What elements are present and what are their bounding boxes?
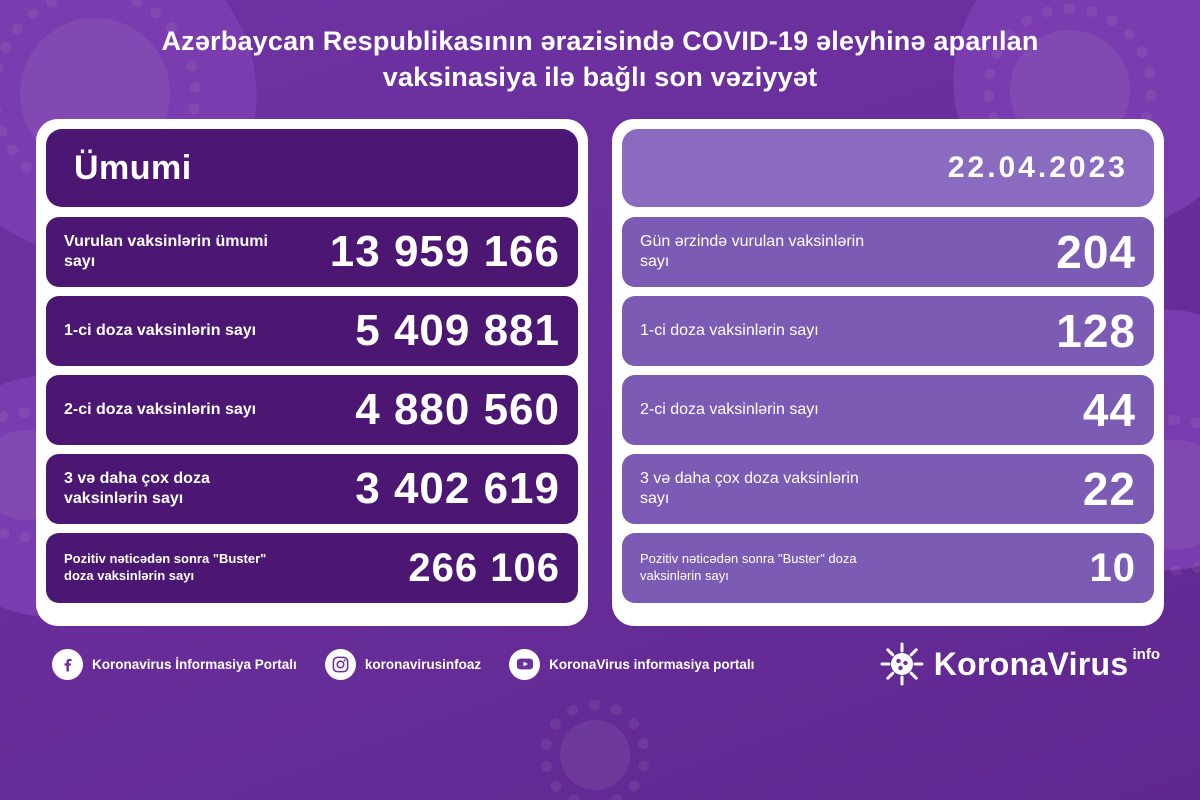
stat-label: 1-ci doza vaksinlərin sayı	[64, 322, 257, 340]
stat-row	[46, 217, 578, 287]
stat-row	[622, 217, 1154, 287]
stat-row	[46, 454, 578, 524]
stat-value: 204	[1056, 226, 1136, 279]
stat-value: 13 959 166	[329, 227, 560, 277]
stat-value: 22	[1082, 463, 1136, 516]
stat-row	[622, 533, 1154, 603]
page-title: Azərbaycan Respublikasının ərazisində COVID-19 əleyhinə aparılan vaksinasiya ilə bağlı son vəziyyət	[161, 26, 1039, 92]
youtube-label: KoronaVirus informasiya portalı	[549, 656, 755, 672]
instagram-icon	[325, 649, 356, 680]
stat-row	[622, 454, 1154, 524]
brand-logo[interactable]	[880, 642, 1160, 686]
stat-value: 4 880 560	[355, 385, 560, 435]
facebook-link[interactable]	[52, 649, 297, 680]
stat-row	[46, 296, 578, 366]
brand-name: KoronaVirus	[933, 645, 1129, 682]
stat-value: 44	[1082, 384, 1136, 437]
stat-label: 3 və daha çox doza vaksinlərin sayı	[64, 470, 210, 508]
youtube-link[interactable]	[509, 649, 754, 680]
stat-label: Pozitiv nəticədən sonra "Buster" doza vaksinlərin sayı	[64, 551, 267, 584]
stat-row	[46, 533, 578, 603]
instagram-label: koronavirusinfoaz	[364, 656, 482, 672]
stat-row	[46, 375, 578, 445]
stat-label: Pozitiv nəticədən sonra "Buster" doza vaksinlərin sayı	[640, 551, 857, 584]
stat-row	[622, 296, 1154, 366]
report-date: 22.04.2023	[947, 151, 1128, 185]
daily-stats-card	[612, 119, 1164, 626]
virus-decoration-icon	[560, 720, 630, 790]
stat-value: 128	[1056, 305, 1136, 358]
facebook-icon	[52, 649, 83, 680]
stat-value: 10	[1089, 545, 1136, 590]
facebook-label: Koronavirus İnformasiya Portalı	[92, 656, 297, 672]
stat-value: 266 106	[408, 545, 560, 590]
stat-label: 2-ci doza vaksinlərin sayı	[64, 401, 257, 419]
virus-sun-icon	[880, 642, 924, 686]
daily-stats-header	[622, 129, 1154, 207]
stat-row	[622, 375, 1154, 445]
stat-label: 1-ci doza vaksinlərin sayı	[640, 322, 819, 340]
stat-label: 3 və daha çox doza vaksinlərin sayı	[640, 470, 859, 508]
brand-suffix: info	[1132, 646, 1160, 664]
footer	[0, 626, 1200, 686]
instagram-link[interactable]	[325, 649, 481, 680]
stat-label: 2-ci doza vaksinlərin sayı	[640, 401, 819, 419]
total-stats-heading: Ümumi	[74, 148, 192, 187]
total-stats-header	[46, 129, 578, 207]
stat-label: Gün ərzində vurulan vaksinlərin sayı	[640, 233, 865, 271]
stat-value: 5 409 881	[355, 306, 560, 356]
stat-label: Vurulan vaksinlərin ümumi sayı	[64, 233, 268, 271]
total-stats-card	[36, 119, 588, 626]
stat-value: 3 402 619	[355, 464, 560, 514]
stats-columns	[0, 101, 1200, 626]
youtube-icon	[509, 649, 540, 680]
